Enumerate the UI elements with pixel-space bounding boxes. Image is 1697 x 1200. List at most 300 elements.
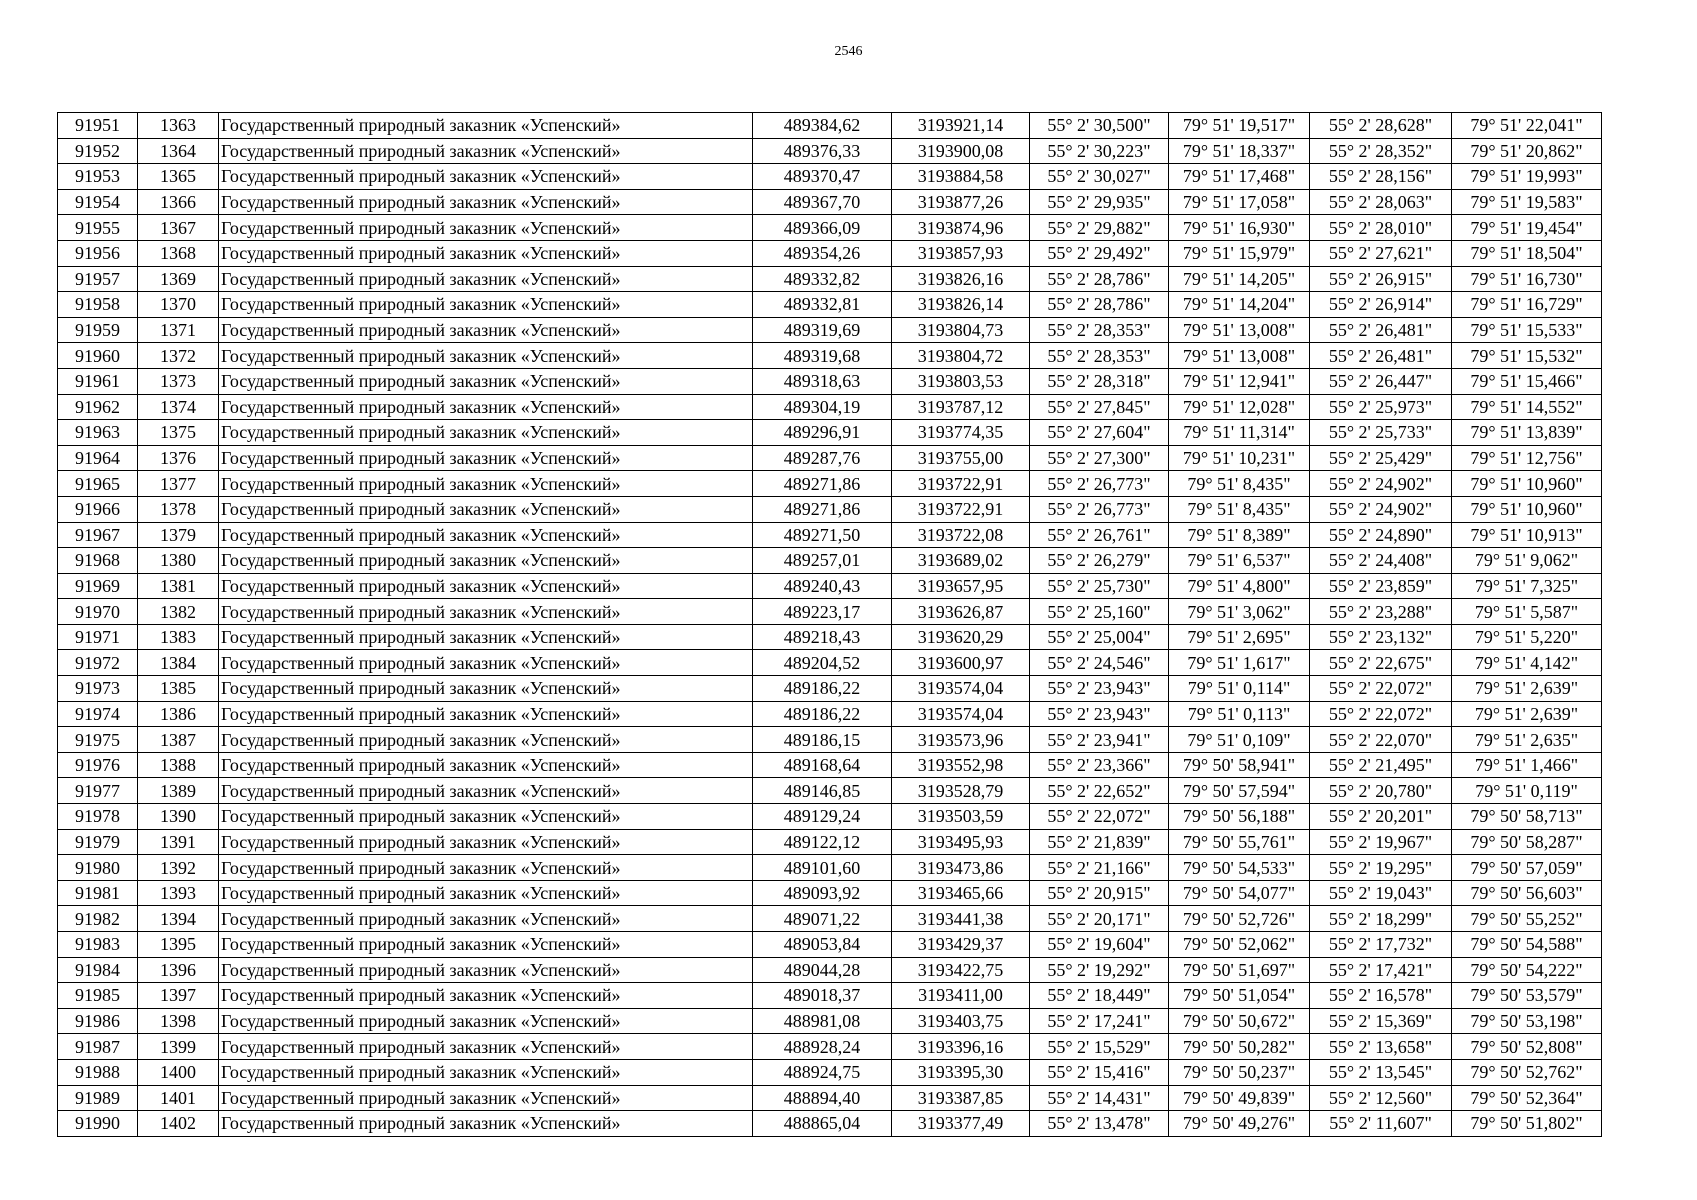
table-row (58, 599, 1602, 625)
cell-coord-x: 489384,62 (753, 113, 892, 139)
cell-coord-y: 3193395,30 (892, 1059, 1030, 1085)
cell-longitude-1: 79° 51' 8,389" (1169, 522, 1310, 548)
cell-longitude-1: 79° 51' 0,114" (1169, 676, 1310, 702)
cell-row-number: 91973 (58, 676, 138, 702)
cell-latitude-2: 55° 2' 25,429" (1310, 445, 1452, 471)
cell-coord-x: 489053,84 (753, 932, 892, 958)
table-row (58, 957, 1602, 983)
cell-longitude-1: 79° 50' 52,726" (1169, 906, 1310, 932)
cell-longitude-1: 79° 51' 13,008" (1169, 343, 1310, 369)
table-row (58, 343, 1602, 369)
cell-latitude-1: 55° 2' 27,300" (1030, 445, 1169, 471)
cell-longitude-2: 79° 51' 2,639" (1452, 676, 1602, 702)
table-row (58, 138, 1602, 164)
cell-coord-x: 489304,19 (753, 394, 892, 420)
cell-row-number: 91972 (58, 650, 138, 676)
table-row (58, 727, 1602, 753)
cell-longitude-2: 79° 51' 10,960" (1452, 471, 1602, 497)
cell-longitude-2: 79° 50' 57,059" (1452, 855, 1602, 881)
cell-object-name: Государственный природный заказник «Успенский» (219, 1059, 753, 1085)
cell-latitude-1: 55° 2' 29,492" (1030, 240, 1169, 266)
cell-coord-y: 3193755,00 (892, 445, 1030, 471)
cell-object-name: Государственный природный заказник «Успенский» (219, 445, 753, 471)
cell-longitude-2: 79° 50' 56,603" (1452, 880, 1602, 906)
table-row (58, 164, 1602, 190)
cell-row-number: 91982 (58, 906, 138, 932)
cell-point-number: 1380 (138, 548, 219, 574)
cell-point-number: 1388 (138, 752, 219, 778)
cell-longitude-2: 79° 51' 12,756" (1452, 445, 1602, 471)
cell-latitude-2: 55° 2' 24,408" (1310, 548, 1452, 574)
cell-coord-x: 489093,92 (753, 880, 892, 906)
cell-latitude-1: 55° 2' 25,160" (1030, 599, 1169, 625)
cell-point-number: 1367 (138, 215, 219, 241)
cell-longitude-1: 79° 50' 50,282" (1169, 1034, 1310, 1060)
cell-row-number: 91964 (58, 445, 138, 471)
cell-object-name: Государственный природный заказник «Успенский» (219, 906, 753, 932)
cell-latitude-2: 55° 2' 28,010" (1310, 215, 1452, 241)
cell-latitude-1: 55° 2' 14,431" (1030, 1085, 1169, 1111)
cell-coord-y: 3193900,08 (892, 138, 1030, 164)
cell-point-number: 1390 (138, 804, 219, 830)
cell-latitude-1: 55° 2' 15,416" (1030, 1059, 1169, 1085)
cell-coord-y: 3193574,04 (892, 676, 1030, 702)
cell-latitude-1: 55° 2' 24,546" (1030, 650, 1169, 676)
cell-coord-x: 489319,68 (753, 343, 892, 369)
cell-longitude-2: 79° 51' 5,587" (1452, 599, 1602, 625)
cell-latitude-2: 55° 2' 23,859" (1310, 573, 1452, 599)
cell-coord-y: 3193689,02 (892, 548, 1030, 574)
table-row (58, 676, 1602, 702)
cell-longitude-1: 79° 51' 18,337" (1169, 138, 1310, 164)
cell-row-number: 91954 (58, 189, 138, 215)
cell-object-name: Государственный природный заказник «Успенский» (219, 317, 753, 343)
cell-point-number: 1363 (138, 113, 219, 139)
cell-longitude-1: 79° 50' 52,062" (1169, 932, 1310, 958)
table-row (58, 983, 1602, 1009)
table-row (58, 650, 1602, 676)
cell-longitude-2: 79° 51' 14,552" (1452, 394, 1602, 420)
cell-longitude-2: 79° 51' 15,466" (1452, 368, 1602, 394)
cell-longitude-1: 79° 50' 54,533" (1169, 855, 1310, 881)
cell-longitude-1: 79° 51' 11,314" (1169, 420, 1310, 446)
cell-coord-y: 3193377,49 (892, 1111, 1030, 1137)
cell-longitude-1: 79° 51' 14,204" (1169, 292, 1310, 318)
cell-coord-y: 3193387,85 (892, 1085, 1030, 1111)
cell-latitude-2: 55° 2' 23,288" (1310, 599, 1452, 625)
cell-longitude-2: 79° 51' 18,504" (1452, 240, 1602, 266)
cell-point-number: 1371 (138, 317, 219, 343)
cell-point-number: 1369 (138, 266, 219, 292)
table-row (58, 215, 1602, 241)
cell-longitude-1: 79° 50' 56,188" (1169, 804, 1310, 830)
cell-longitude-1: 79° 50' 55,761" (1169, 829, 1310, 855)
cell-longitude-2: 79° 51' 15,532" (1452, 343, 1602, 369)
cell-longitude-2: 79° 51' 10,913" (1452, 522, 1602, 548)
table-row (58, 1085, 1602, 1111)
cell-latitude-2: 55° 2' 20,780" (1310, 778, 1452, 804)
cell-longitude-2: 79° 51' 16,729" (1452, 292, 1602, 318)
table-row (58, 1059, 1602, 1085)
cell-longitude-2: 79° 51' 19,454" (1452, 215, 1602, 241)
cell-longitude-1: 79° 51' 15,979" (1169, 240, 1310, 266)
table-row (58, 1111, 1602, 1137)
cell-object-name: Государственный природный заказник «Успенский» (219, 343, 753, 369)
cell-object-name: Государственный природный заказник «Успенский» (219, 496, 753, 522)
cell-latitude-2: 55° 2' 24,902" (1310, 496, 1452, 522)
cell-point-number: 1398 (138, 1008, 219, 1034)
cell-longitude-2: 79° 51' 15,533" (1452, 317, 1602, 343)
cell-coord-y: 3193600,97 (892, 650, 1030, 676)
cell-longitude-1: 79° 51' 12,028" (1169, 394, 1310, 420)
cell-longitude-1: 79° 51' 0,109" (1169, 727, 1310, 753)
cell-coord-y: 3193473,86 (892, 855, 1030, 881)
cell-latitude-1: 55° 2' 26,279" (1030, 548, 1169, 574)
table-row (58, 317, 1602, 343)
cell-object-name: Государственный природный заказник «Успенский» (219, 778, 753, 804)
cell-coord-y: 3193503,59 (892, 804, 1030, 830)
cell-latitude-1: 55° 2' 19,604" (1030, 932, 1169, 958)
cell-longitude-2: 79° 51' 16,730" (1452, 266, 1602, 292)
cell-coord-y: 3193552,98 (892, 752, 1030, 778)
cell-latitude-2: 55° 2' 26,481" (1310, 317, 1452, 343)
cell-coord-x: 489332,81 (753, 292, 892, 318)
cell-coord-y: 3193411,00 (892, 983, 1030, 1009)
cell-object-name: Государственный природный заказник «Успенский» (219, 983, 753, 1009)
cell-point-number: 1366 (138, 189, 219, 215)
table-row (58, 292, 1602, 318)
table-row (58, 1008, 1602, 1034)
cell-latitude-2: 55° 2' 13,545" (1310, 1059, 1452, 1085)
cell-coord-x: 489204,52 (753, 650, 892, 676)
cell-longitude-2: 79° 50' 52,762" (1452, 1059, 1602, 1085)
cell-row-number: 91963 (58, 420, 138, 446)
cell-row-number: 91969 (58, 573, 138, 599)
cell-coord-x: 489318,63 (753, 368, 892, 394)
cell-latitude-2: 55° 2' 16,578" (1310, 983, 1452, 1009)
cell-coord-x: 489366,09 (753, 215, 892, 241)
cell-latitude-1: 55° 2' 23,943" (1030, 676, 1169, 702)
cell-point-number: 1392 (138, 855, 219, 881)
cell-latitude-2: 55° 2' 21,495" (1310, 752, 1452, 778)
cell-object-name: Государственный природный заказник «Успенский» (219, 368, 753, 394)
cell-latitude-2: 55° 2' 19,967" (1310, 829, 1452, 855)
cell-coord-y: 3193657,95 (892, 573, 1030, 599)
cell-longitude-1: 79° 50' 51,054" (1169, 983, 1310, 1009)
cell-latitude-1: 55° 2' 28,353" (1030, 317, 1169, 343)
table-row (58, 240, 1602, 266)
cell-object-name: Государственный природный заказник «Успенский» (219, 855, 753, 881)
cell-coord-x: 489332,82 (753, 266, 892, 292)
cell-point-number: 1373 (138, 368, 219, 394)
cell-point-number: 1372 (138, 343, 219, 369)
cell-object-name: Государственный природный заказник «Успенский» (219, 215, 753, 241)
cell-coord-y: 3193826,14 (892, 292, 1030, 318)
table-row (58, 804, 1602, 830)
cell-coord-y: 3193877,26 (892, 189, 1030, 215)
cell-latitude-2: 55° 2' 28,352" (1310, 138, 1452, 164)
cell-coord-y: 3193774,35 (892, 420, 1030, 446)
cell-latitude-1: 55° 2' 27,845" (1030, 394, 1169, 420)
cell-latitude-1: 55° 2' 26,761" (1030, 522, 1169, 548)
cell-coord-x: 489071,22 (753, 906, 892, 932)
cell-longitude-1: 79° 50' 50,672" (1169, 1008, 1310, 1034)
cell-latitude-1: 55° 2' 27,604" (1030, 420, 1169, 446)
cell-object-name: Государственный природный заказник «Успенский» (219, 1034, 753, 1060)
cell-point-number: 1368 (138, 240, 219, 266)
cell-longitude-2: 79° 51' 5,220" (1452, 624, 1602, 650)
cell-point-number: 1395 (138, 932, 219, 958)
cell-object-name: Государственный природный заказник «Успенский» (219, 1085, 753, 1111)
cell-coord-x: 489319,69 (753, 317, 892, 343)
cell-coord-x: 489240,43 (753, 573, 892, 599)
cell-latitude-2: 55° 2' 26,447" (1310, 368, 1452, 394)
cell-object-name: Государственный природный заказник «Успенский» (219, 164, 753, 190)
cell-point-number: 1397 (138, 983, 219, 1009)
cell-object-name: Государственный природный заказник «Успенский» (219, 701, 753, 727)
cell-longitude-1: 79° 50' 58,941" (1169, 752, 1310, 778)
cell-row-number: 91965 (58, 471, 138, 497)
table-row (58, 394, 1602, 420)
cell-coord-x: 489186,15 (753, 727, 892, 753)
cell-latitude-2: 55° 2' 13,658" (1310, 1034, 1452, 1060)
cell-latitude-1: 55° 2' 28,353" (1030, 343, 1169, 369)
cell-longitude-1: 79° 51' 0,113" (1169, 701, 1310, 727)
table-row (58, 368, 1602, 394)
cell-longitude-1: 79° 50' 57,594" (1169, 778, 1310, 804)
cell-longitude-2: 79° 50' 58,713" (1452, 804, 1602, 830)
cell-latitude-1: 55° 2' 29,882" (1030, 215, 1169, 241)
cell-point-number: 1387 (138, 727, 219, 753)
cell-latitude-2: 55° 2' 19,043" (1310, 880, 1452, 906)
cell-point-number: 1393 (138, 880, 219, 906)
cell-coord-x: 488865,04 (753, 1111, 892, 1137)
cell-coord-y: 3193722,91 (892, 496, 1030, 522)
cell-object-name: Государственный природный заказник «Успенский» (219, 932, 753, 958)
cell-coord-y: 3193441,38 (892, 906, 1030, 932)
cell-longitude-2: 79° 50' 58,287" (1452, 829, 1602, 855)
cell-coord-x: 489018,37 (753, 983, 892, 1009)
cell-coord-y: 3193787,12 (892, 394, 1030, 420)
table-row (58, 471, 1602, 497)
table-row (58, 573, 1602, 599)
cell-row-number: 91957 (58, 266, 138, 292)
cell-point-number: 1378 (138, 496, 219, 522)
cell-longitude-1: 79° 51' 2,695" (1169, 624, 1310, 650)
cell-row-number: 91961 (58, 368, 138, 394)
cell-coord-x: 489354,26 (753, 240, 892, 266)
table-row (58, 522, 1602, 548)
cell-latitude-2: 55° 2' 24,902" (1310, 471, 1452, 497)
cell-latitude-2: 55° 2' 27,621" (1310, 240, 1452, 266)
cell-object-name: Государственный природный заказник «Успенский» (219, 522, 753, 548)
cell-object-name: Государственный природный заказник «Успенский» (219, 471, 753, 497)
cell-latitude-1: 55° 2' 18,449" (1030, 983, 1169, 1009)
cell-object-name: Государственный природный заказник «Успенский» (219, 394, 753, 420)
cell-point-number: 1389 (138, 778, 219, 804)
cell-latitude-1: 55° 2' 25,730" (1030, 573, 1169, 599)
cell-coord-y: 3193874,96 (892, 215, 1030, 241)
table-row (58, 548, 1602, 574)
table-row (58, 624, 1602, 650)
cell-longitude-1: 79° 50' 54,077" (1169, 880, 1310, 906)
cell-longitude-2: 79° 50' 54,588" (1452, 932, 1602, 958)
cell-longitude-1: 79° 50' 49,839" (1169, 1085, 1310, 1111)
cell-object-name: Государственный природный заказник «Успенский» (219, 752, 753, 778)
cell-point-number: 1400 (138, 1059, 219, 1085)
cell-longitude-2: 79° 51' 0,119" (1452, 778, 1602, 804)
cell-coord-x: 489367,70 (753, 189, 892, 215)
cell-coord-y: 3193573,96 (892, 727, 1030, 753)
cell-latitude-1: 55° 2' 28,786" (1030, 292, 1169, 318)
cell-coord-x: 489376,33 (753, 138, 892, 164)
cell-object-name: Государственный природный заказник «Успенский» (219, 266, 753, 292)
cell-point-number: 1386 (138, 701, 219, 727)
cell-latitude-1: 55° 2' 22,072" (1030, 804, 1169, 830)
cell-longitude-1: 79° 51' 4,800" (1169, 573, 1310, 599)
cell-row-number: 91977 (58, 778, 138, 804)
cell-object-name: Государственный природный заказник «Успенский» (219, 113, 753, 139)
cell-coord-x: 489122,12 (753, 829, 892, 855)
table-row (58, 906, 1602, 932)
cell-point-number: 1379 (138, 522, 219, 548)
cell-longitude-1: 79° 51' 17,468" (1169, 164, 1310, 190)
cell-row-number: 91978 (58, 804, 138, 830)
cell-longitude-2: 79° 50' 53,198" (1452, 1008, 1602, 1034)
cell-latitude-2: 55° 2' 26,481" (1310, 343, 1452, 369)
cell-row-number: 91987 (58, 1034, 138, 1060)
cell-row-number: 91960 (58, 343, 138, 369)
cell-object-name: Государственный природный заказник «Успенский» (219, 829, 753, 855)
cell-latitude-2: 55° 2' 25,733" (1310, 420, 1452, 446)
cell-longitude-2: 79° 50' 55,252" (1452, 906, 1602, 932)
cell-row-number: 91962 (58, 394, 138, 420)
cell-coord-x: 489223,17 (753, 599, 892, 625)
table-row (58, 420, 1602, 446)
cell-coord-x: 489129,24 (753, 804, 892, 830)
cell-longitude-1: 79° 51' 13,008" (1169, 317, 1310, 343)
cell-object-name: Государственный природный заказник «Успенский» (219, 880, 753, 906)
cell-longitude-1: 79° 51' 19,517" (1169, 113, 1310, 139)
table-row (58, 829, 1602, 855)
cell-coord-x: 488924,75 (753, 1059, 892, 1085)
cell-point-number: 1381 (138, 573, 219, 599)
cell-latitude-2: 55° 2' 26,914" (1310, 292, 1452, 318)
cell-latitude-2: 55° 2' 15,369" (1310, 1008, 1452, 1034)
cell-longitude-2: 79° 51' 22,041" (1452, 113, 1602, 139)
cell-point-number: 1402 (138, 1111, 219, 1137)
cell-row-number: 91980 (58, 855, 138, 881)
cell-latitude-2: 55° 2' 19,295" (1310, 855, 1452, 881)
table-row (58, 778, 1602, 804)
table-row (58, 752, 1602, 778)
cell-latitude-1: 55° 2' 15,529" (1030, 1034, 1169, 1060)
cell-latitude-1: 55° 2' 29,935" (1030, 189, 1169, 215)
cell-point-number: 1374 (138, 394, 219, 420)
cell-object-name: Государственный природный заказник «Успенский» (219, 573, 753, 599)
cell-row-number: 91955 (58, 215, 138, 241)
cell-object-name: Государственный природный заказник «Успенский» (219, 292, 753, 318)
cell-point-number: 1384 (138, 650, 219, 676)
cell-longitude-2: 79° 51' 2,635" (1452, 727, 1602, 753)
cell-latitude-2: 55° 2' 17,421" (1310, 957, 1452, 983)
cell-latitude-1: 55° 2' 13,478" (1030, 1111, 1169, 1137)
cell-point-number: 1382 (138, 599, 219, 625)
cell-longitude-2: 79° 50' 52,364" (1452, 1085, 1602, 1111)
cell-point-number: 1376 (138, 445, 219, 471)
cell-coord-y: 3193826,16 (892, 266, 1030, 292)
cell-longitude-2: 79° 51' 19,993" (1452, 164, 1602, 190)
cell-latitude-1: 55° 2' 23,941" (1030, 727, 1169, 753)
cell-longitude-1: 79° 51' 6,537" (1169, 548, 1310, 574)
cell-latitude-2: 55° 2' 18,299" (1310, 906, 1452, 932)
cell-coord-x: 489271,50 (753, 522, 892, 548)
cell-coord-y: 3193803,53 (892, 368, 1030, 394)
cell-coord-y: 3193574,04 (892, 701, 1030, 727)
cell-coord-y: 3193403,75 (892, 1008, 1030, 1034)
cell-latitude-2: 55° 2' 17,732" (1310, 932, 1452, 958)
cell-coord-y: 3193396,16 (892, 1034, 1030, 1060)
cell-object-name: Государственный природный заказник «Успенский» (219, 957, 753, 983)
cell-object-name: Государственный природный заказник «Успенский» (219, 804, 753, 830)
cell-coord-x: 489296,91 (753, 420, 892, 446)
cell-longitude-2: 79° 50' 52,808" (1452, 1034, 1602, 1060)
cell-latitude-2: 55° 2' 12,560" (1310, 1085, 1452, 1111)
cell-latitude-1: 55° 2' 26,773" (1030, 496, 1169, 522)
cell-longitude-1: 79° 51' 8,435" (1169, 471, 1310, 497)
page-number: 2546 (834, 44, 863, 59)
cell-row-number: 91959 (58, 317, 138, 343)
cell-point-number: 1401 (138, 1085, 219, 1111)
cell-latitude-1: 55° 2' 30,027" (1030, 164, 1169, 190)
cell-coord-x: 489168,64 (753, 752, 892, 778)
cell-coord-y: 3193626,87 (892, 599, 1030, 625)
cell-coord-x: 489287,76 (753, 445, 892, 471)
cell-coord-x: 489218,43 (753, 624, 892, 650)
cell-latitude-1: 55° 2' 21,166" (1030, 855, 1169, 881)
cell-row-number: 91951 (58, 113, 138, 139)
cell-row-number: 91968 (58, 548, 138, 574)
cell-object-name: Государственный природный заказник «Успенский» (219, 548, 753, 574)
cell-latitude-1: 55° 2' 28,318" (1030, 368, 1169, 394)
cell-coord-x: 489186,22 (753, 701, 892, 727)
cell-coord-x: 488981,08 (753, 1008, 892, 1034)
cell-point-number: 1399 (138, 1034, 219, 1060)
cell-coord-y: 3193857,93 (892, 240, 1030, 266)
cell-longitude-1: 79° 51' 3,062" (1169, 599, 1310, 625)
cell-row-number: 91988 (58, 1059, 138, 1085)
cell-row-number: 91983 (58, 932, 138, 958)
cell-point-number: 1385 (138, 676, 219, 702)
cell-coord-x: 489370,47 (753, 164, 892, 190)
cell-point-number: 1391 (138, 829, 219, 855)
cell-object-name: Государственный природный заказник «Успенский» (219, 240, 753, 266)
cell-coord-y: 3193884,58 (892, 164, 1030, 190)
table-row (58, 496, 1602, 522)
cell-longitude-1: 79° 50' 49,276" (1169, 1111, 1310, 1137)
cell-coord-y: 3193804,72 (892, 343, 1030, 369)
cell-longitude-2: 79° 51' 20,862" (1452, 138, 1602, 164)
cell-row-number: 91981 (58, 880, 138, 906)
cell-coord-y: 3193722,91 (892, 471, 1030, 497)
cell-coord-x: 488928,24 (753, 1034, 892, 1060)
cell-point-number: 1364 (138, 138, 219, 164)
cell-latitude-2: 55° 2' 28,628" (1310, 113, 1452, 139)
cell-longitude-2: 79° 51' 19,583" (1452, 189, 1602, 215)
cell-object-name: Государственный природный заказник «Успенский» (219, 1008, 753, 1034)
cell-latitude-2: 55° 2' 25,973" (1310, 394, 1452, 420)
cell-object-name: Государственный природный заказник «Успенский» (219, 624, 753, 650)
